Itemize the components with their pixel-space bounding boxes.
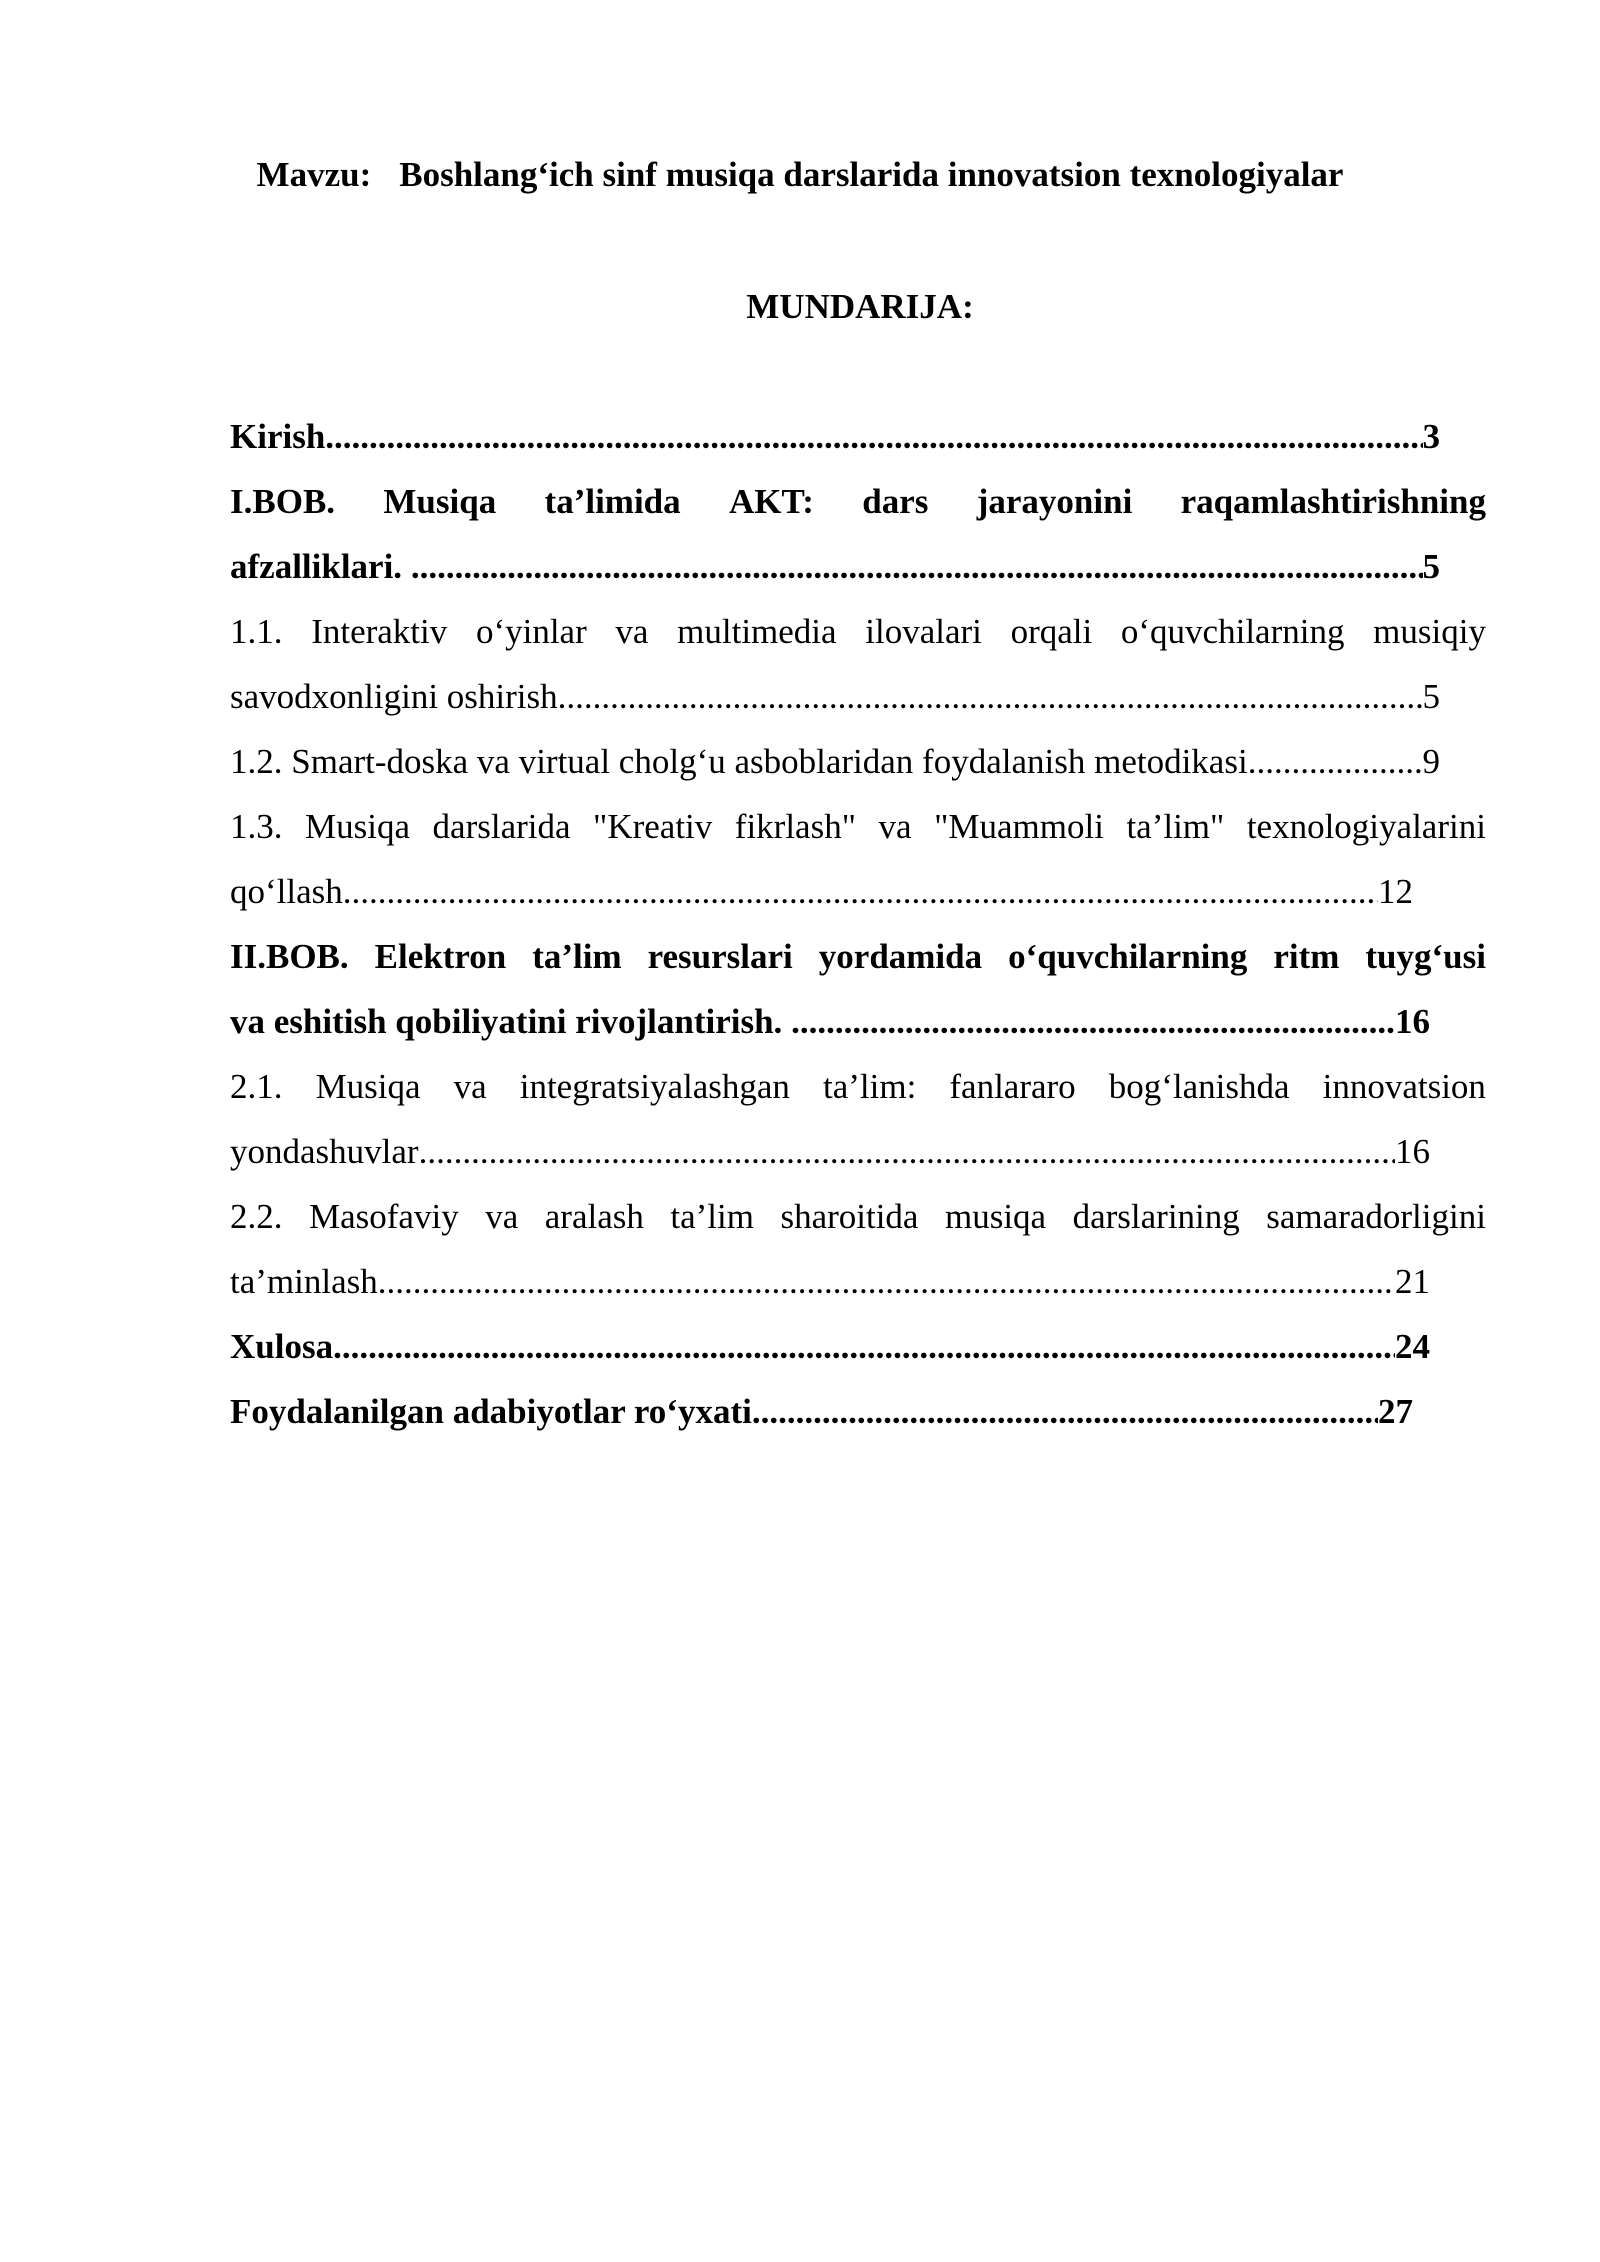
toc-word: o‘quvchilarning [1008,937,1248,976]
toc-word: fanlararo [949,1067,1076,1106]
toc-entry-xulosa[interactable] [230,1314,1430,1379]
toc-word: I.BOB. [230,482,336,521]
toc-entry-2-2-line1[interactable] [230,1184,1486,1249]
topic-title: Boshlang‘ich sinf musiqa darslarida innovatsion texnologiyalar [399,155,1344,194]
toc-word: yordamida [818,937,983,976]
toc-word: musiqa [944,1197,1047,1236]
toc-word: va [485,1197,519,1236]
toc-word: samaradorligini [1266,1197,1486,1236]
toc-entry-text: 1.2. Smart-doska va virtual cholg‘u asboblaridan foydalanish metodikasi [230,742,1248,781]
toc-word: innovatsion [1322,1067,1486,1106]
toc-page-number: 16 [1395,1002,1430,1041]
toc-entry-kirish[interactable] [230,404,1440,469]
toc-leader-dots [343,859,1378,924]
toc-word: va [615,612,649,651]
toc-word: multimedia [677,612,837,651]
toc-word: "Muammoli [934,807,1104,846]
toc-word: dars [862,482,929,521]
toc-entry-1-1-line1[interactable] [230,599,1486,664]
toc-word: ta’limida [544,482,681,521]
toc-page-number: 5 [1422,547,1440,586]
toc-entry-bob1-line2[interactable] [230,534,1440,599]
toc-leader-dots [411,534,1423,599]
toc-word: "Kreativ [593,807,713,846]
toc-entry-text: savodxonligini oshirish [230,677,558,716]
toc-word: 2.2. [230,1197,283,1236]
toc-word: texnologiyalarini [1246,807,1486,846]
toc-word: 1.1. [230,612,283,651]
toc-word: Elektron [374,937,507,976]
toc-entry-text: yondashuvlar [230,1132,419,1171]
toc-page-number: 3 [1422,417,1440,456]
toc-word: orqali [1010,612,1093,651]
toc-entry-bob2-line1[interactable] [230,924,1486,989]
toc-word: ta’lim" [1126,807,1225,846]
toc-leader-dots [752,1379,1378,1444]
toc-word: fikrlash" [734,807,856,846]
toc-leader-dots [333,1314,1395,1379]
toc-word: darslarida [432,807,571,846]
toc-leader-dots [378,1249,1395,1314]
toc-word: musiqiy [1373,612,1486,651]
toc-entry-text: qo‘llash [230,872,343,911]
toc-entry-1-3-line2[interactable] [230,859,1413,924]
toc-entry-text: afzalliklari. [230,547,411,586]
toc-word: ta’lim [670,1197,754,1236]
toc-entry-1-3-line1[interactable] [230,794,1486,859]
toc-leader-dots [419,1119,1395,1184]
toc-word: tuyg‘usi [1365,937,1486,976]
toc-entry-1-1-line2[interactable] [230,664,1440,729]
toc-word: Musiqa [305,807,411,846]
toc-page-number: 5 [1422,677,1440,716]
toc-word: Interaktiv [311,612,448,651]
toc-word: ta’lim: [823,1067,917,1106]
toc-page-number: 21 [1395,1262,1430,1301]
toc-word: va [878,807,912,846]
toc-entry-text: va eshitish qobiliyatini rivojlantirish. [230,1002,792,1041]
toc-entry-text: ta’minlash [230,1262,378,1301]
toc-entry-bob1-line1[interactable] [230,469,1486,534]
toc-leader-dots [325,404,1422,469]
toc-word: ritm [1273,937,1340,976]
toc-word: bog‘lanishda [1108,1067,1290,1106]
toc-entry-1-2[interactable] [230,729,1440,794]
toc-word: Masofaviy [309,1197,459,1236]
toc-word: aralash [544,1197,644,1236]
toc-word: Musiqa [383,482,497,521]
toc-word: o‘yinlar [475,612,587,651]
toc-word: ta’lim [532,937,622,976]
toc-page-number: 9 [1422,742,1440,781]
toc-word: integratsiyalashgan [519,1067,790,1106]
toc-word: jarayonini [976,482,1133,521]
toc-entry-2-2-line2[interactable] [230,1249,1430,1314]
table-of-contents [230,404,1486,1444]
toc-entry-text: Kirish [230,417,326,456]
toc-word: II.BOB. [230,937,349,976]
toc-word: ilovalari [865,612,982,651]
toc-word: Musiqa [315,1067,421,1106]
toc-word: AKT: [729,482,814,521]
toc-heading: MUNDARIJA: [746,287,974,326]
toc-entry-text: Foydalanilgan adabiyotlar ro‘yxati [230,1392,752,1431]
toc-word: sharoitida [780,1197,919,1236]
toc-page-number: 24 [1395,1327,1430,1366]
toc-page-number: 27 [1378,1392,1413,1431]
toc-word: raqamlashtirishning [1180,482,1486,521]
toc-entry-text: Xulosa [230,1327,334,1366]
toc-entry-2-1-line1[interactable] [230,1054,1486,1119]
toc-page-number: 16 [1395,1132,1430,1171]
toc-word: 1.3. [230,807,283,846]
topic-line [0,150,1600,200]
toc-entry-bob2-line2[interactable] [230,989,1430,1054]
toc-leader-dots [1248,729,1423,794]
toc-leader-dots [791,989,1395,1054]
toc-entry-adabiyotlar[interactable] [230,1379,1413,1444]
toc-word: darslarining [1072,1197,1240,1236]
toc-page-number: 12 [1378,872,1413,911]
toc-entry-2-1-line2[interactable] [230,1119,1430,1184]
toc-word: va [453,1067,487,1106]
toc-word: resurslari [647,937,793,976]
toc-word: o‘quvchilarning [1120,612,1345,651]
topic-label: Mavzu: [256,155,372,194]
toc-word: 2.1. [230,1067,283,1106]
toc-leader-dots [558,664,1423,729]
